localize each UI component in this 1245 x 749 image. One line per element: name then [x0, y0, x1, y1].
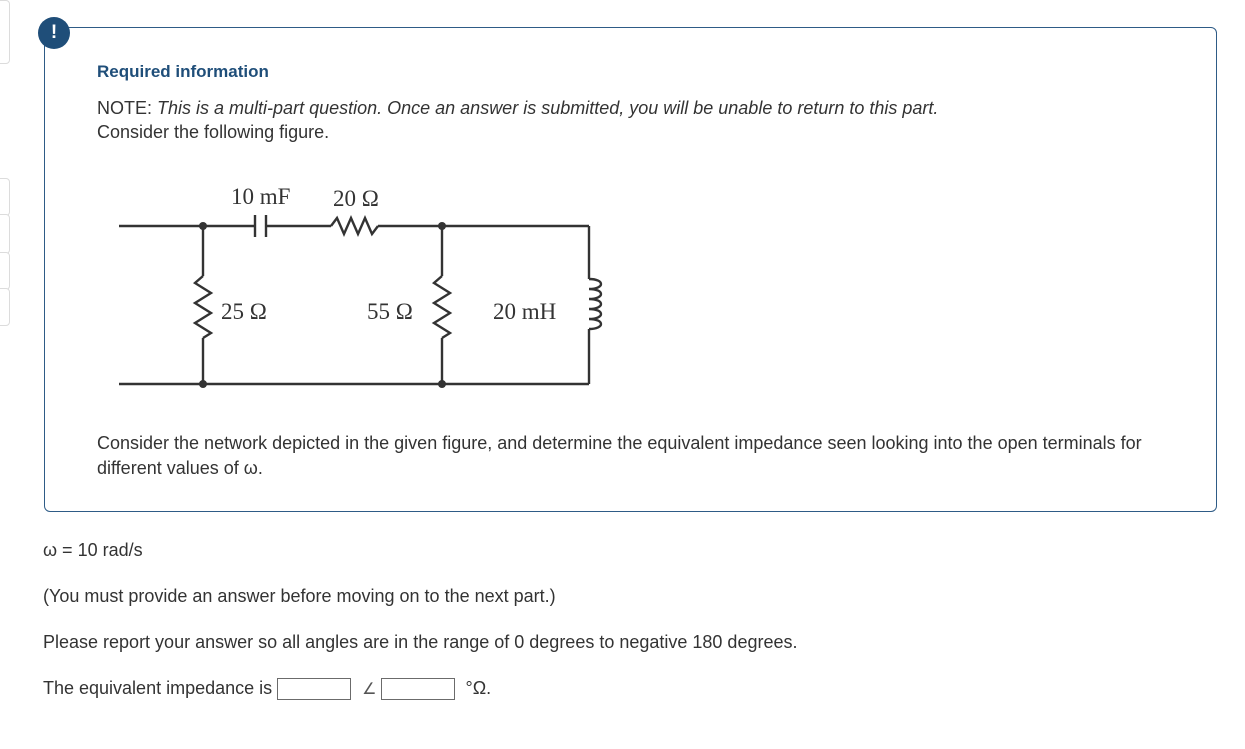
angle-instruction: Please report your answer so all angles are in the range of 0 degrees to negative 180 degrees.: [43, 632, 798, 652]
angle-input[interactable]: [381, 678, 455, 700]
circuit-figure: [117, 186, 657, 426]
node-bottom-middle: [438, 380, 446, 388]
answer-row: [43, 678, 491, 700]
series-resistor-label: 20 Ω: [333, 186, 379, 211]
note-text: [97, 96, 938, 144]
middle-resistor-label: 55 Ω: [367, 299, 413, 324]
required-info-panel: [44, 27, 1217, 512]
node-top-middle: [438, 222, 446, 230]
alert-icon: !: [38, 17, 70, 49]
side-tab-1[interactable]: [0, 0, 10, 64]
capacitor-label: 10 mF: [231, 186, 291, 209]
answer-suffix: °Ω.: [465, 678, 492, 698]
angle-symbol: ∠: [362, 681, 377, 698]
node-top-left: [199, 222, 207, 230]
left-resistor-label: 25 Ω: [221, 299, 267, 324]
inductor-label: 20 mH: [493, 299, 557, 324]
side-tab-2[interactable]: [0, 178, 10, 216]
node-bottom-left: [199, 380, 207, 388]
side-tab-5[interactable]: [0, 288, 10, 326]
must-answer-note: (You must provide an answer before moving on to the next part.): [43, 586, 556, 606]
note-prefix: NOTE:: [97, 98, 153, 118]
question-text: Consider the network depicted in the given figure, and determine the equivalent impedance seen looking into the open terminals for different values of ω.: [97, 433, 1142, 478]
consider-text: Consider the following figure.: [97, 122, 330, 142]
note-body: This is a multi-part question. Once an answer is submitted, you will be unable to return to this part.: [157, 98, 939, 118]
side-tab-3[interactable]: [0, 214, 10, 254]
answer-prefix: The equivalent impedance is: [43, 678, 273, 698]
info-title: Required information: [97, 62, 269, 81]
side-tab-4[interactable]: [0, 252, 10, 290]
omega-value: ω = 10 rad/s: [43, 540, 143, 560]
magnitude-input[interactable]: [277, 678, 351, 700]
